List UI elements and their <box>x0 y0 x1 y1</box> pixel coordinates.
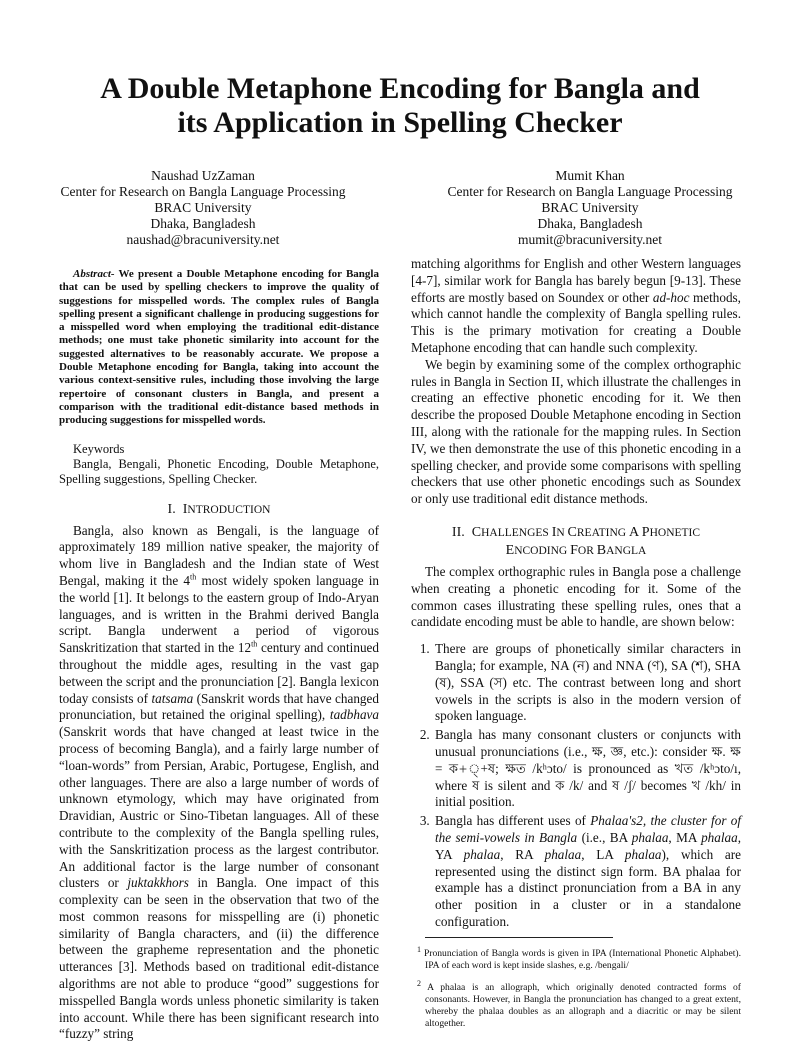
footnote: $^2$ A phalaa is an allograph, which originally denoted contracted forms of consonants. However, in Bangla the pronunciation has changed to a great extent, whereby the phalaa doubles as an allograph and a diacritic or may be silent altogether. <box>417 978 741 1030</box>
abstract-lead: Abstract- <box>73 268 115 280</box>
author-block-1 <box>53 168 353 248</box>
left-column <box>59 268 379 1043</box>
title-line-1: A Double Metaphone Encoding for Bangla and <box>100 72 700 105</box>
intro-paragraph: Bangla, also known as Bengali, is the language of approximately 189 million native speaker, the majority of whom live in Bangladesh and the Indian state of West Bengal, making it the 4th most widely spoken language in the world [1]. It belongs to the eastern group of Indo-Aryan languages, and is written in the Brahmi derived Bangla script. Bangla underwent a period of vigorous Sanskritization that started in the 12th century and continued throughout the middle ages, resulting in the vast gap between the script and the pronunciation [2]. Bangla lexicon today consists of tatsama (Sanskrit words that have changed pronunciation, but retained the original spelling), tadbhava (Sanskrit words that have changed at least twice in the process of becoming Bangla), and a fairly large number of “loan-words” from Persian, Arabic, Portugese, English, and other languages. There are also a large number of words of unknown etymology, which may have originated from Dravidian, Austric or Sino-Tibetan languages. All of these contribute to the complexity of the Bangla spelling rules, with the Sanskritization process as the largest contributor. An additional factor is the large number of consonant clusters or juktakkhors in Bangla. One impact of this complexity can be seen in the observation that two of the most common reasons for misspelling are (i) phonetic similarity of Bangla characters, and (ii) the difference between the grapheme representation and the phonetic utterances [3]. Methods based on traditional edit-distance algorithms are not able to produce “good” suggestions for misspelled Bangla words unless phonetic similarity is taken into account. While there has been significant research into “fuzzy” string <box>59 522 379 1042</box>
author-university: BRAC University <box>541 200 639 215</box>
author-location: Dhaka, Bangladesh <box>150 216 256 231</box>
overview-paragraph: We begin by examining some of the complex orthographic rules in Bangla in Section II, which illustrate the challenges in creating an effective phonetic encoding for it. We then describe the proposed Double Metaphone encoding in Section III, along with the rationale for the mapping rules. In Section IV, we then demonstrate the use of this phonetic encoding in a spelling checker, and provide some comparisons with spelling checkers that use other phonetic encodings such as Soundex or only use traditional edit distance methods. <box>411 356 741 507</box>
author-email[interactable]: mumit@bracuniversity.net <box>518 232 662 247</box>
footnote-divider <box>425 937 613 938</box>
author-block-2 <box>440 168 740 248</box>
author-email[interactable]: naushad@bracuniversity.net <box>126 232 280 247</box>
challenges-list <box>411 641 741 931</box>
section-heading-introduction: I. INTRODUCTION <box>167 501 271 517</box>
author-affiliation: Center for Research on Bangla Language Processing <box>447 184 733 199</box>
keywords-text: Bangla, Bengali, Phonetic Encoding, Double Metaphone, Spelling suggestions, Spelling Checker. <box>59 456 379 486</box>
list-item: 3. Bangla has different uses of Phalaa's2, the cluster for of the semi-vowels in Bangla (i.e., BA phalaa, MA phalaa, YA phalaa, RA phalaa, LA phalaa), which are represented using the distinct sign form. BA phalaa for example has a distinct pronunciation from a BA in any other position in a cluster or in a standalone configuration. <box>433 813 741 931</box>
abstract-text: We present a Double Metaphone encoding for Bangla that can be used by spelling checkers to improve the quality of suggestions for misspelled words. The complex rules of Bangla spelling present a significant challenge in producing suggestions for a misspelled word when employing the traditional edit-distance methods; one must take phonetic similarity into account for the suggested alternatives to be reasonably accurate. We propose a Double Metaphone encoding for Bangla, taking into account the various context-sensitive rules, including those involving the large repertoire of consonant clusters in Bangla, and present a comparison with the traditional edit-distance based methods in producing suggestions for misspelled words. <box>59 268 379 427</box>
author-name: Mumit Khan <box>555 168 625 183</box>
author-name: Naushad UzZaman <box>151 168 255 183</box>
footnote: $^1$ Pronunciation of Bangla words is given in IPA (International Phonetic Alphabet). IPA of each word is kept inside slashes, e.g. /bengali/ <box>417 944 741 971</box>
challenges-intro-paragraph: The complex orthographic rules in Bangla pose a challenge when creating a phonetic encoding for it. Some of the common cases illustrating these spelling rules, ones that a candidate encoding must be able to handle, are shown below: <box>411 563 741 630</box>
title-line-2: its Application in Spelling Checker <box>177 106 623 139</box>
list-item: 2. Bangla has many consonant clusters or conjuncts with unusual pronunciations (i.e., ক্ষ, জ্ঞ, etc.): consider ক্ষ. ক্ষ = ক+্+ষ; ক্ষত /kʰɔto/ is pronounced as খত /kʰɔto/ı, where ষ is silent and ক /k/ and ষ /ʃ/ becomes খ /kh/ in initial position. <box>433 727 741 811</box>
author-location: Dhaka, Bangladesh <box>537 216 643 231</box>
author-affiliation: Center for Research on Bangla Language Processing <box>60 184 346 199</box>
section-heading-challenges: II. CHALLENGES IN CREATING A PHONETIC ENCODING FOR BANGLA <box>451 524 701 558</box>
right-column <box>411 256 741 1036</box>
intro-continued-paragraph: matching algorithms for English and other Western languages [4-7], similar work for Bangla has barely begun [9-13]. These efforts are mostly based on Soundex or other ad-hoc methods, which cannot handle the complexity of Bangla spelling rules. This is the primary motivation for creating a Double Metaphone encoding that can handle such complexity. <box>411 256 741 355</box>
list-item: 1. There are groups of phonetically similar characters in Bangla; for example, NA (ন) and NNA (ণ), SA (শ), SHA (ষ), SSA (স) etc. The contrast between long and short vowels in the scripts is also in the modern version of spoken language. <box>433 641 741 725</box>
author-university: BRAC University <box>154 200 252 215</box>
keywords-heading: Keywords <box>73 441 125 456</box>
paper-title <box>40 72 760 140</box>
abstract <box>59 268 379 428</box>
